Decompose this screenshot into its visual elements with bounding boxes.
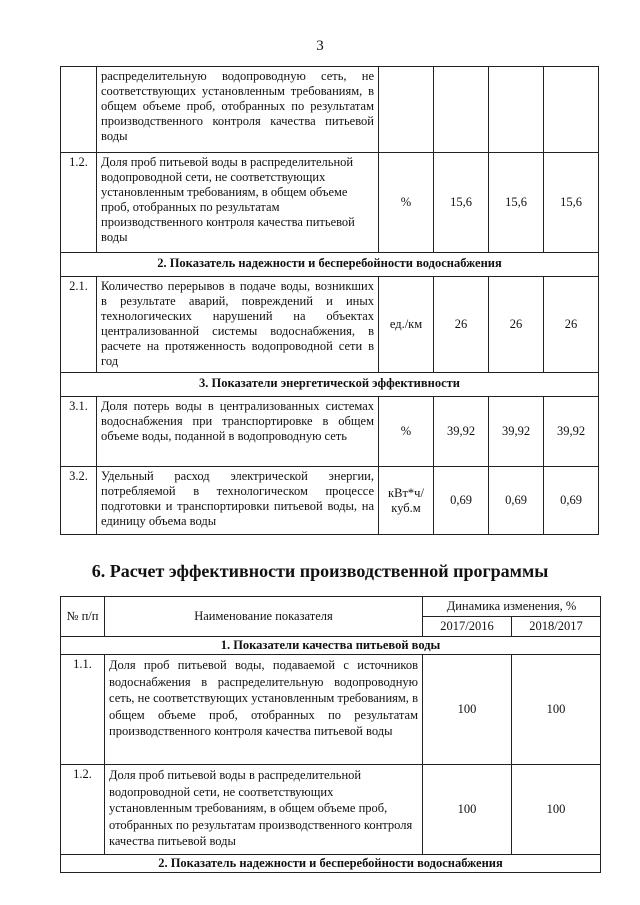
section-heading: 6. Расчет эффективности производственной программы <box>91 561 549 581</box>
section-title: 2. Показатель надежности и бесперебойности водоснабжения <box>61 253 599 277</box>
section-row <box>61 637 601 655</box>
table-row <box>61 277 599 373</box>
indicator-text: Доля проб питьевой воды в распределительной водопроводной сети, не соответствующих установленным требованиям, в общем объеме проб, отобранных по результатам производственного контроля качества питьевой воды <box>97 153 379 253</box>
col-header-name: Наименование показателя <box>105 597 423 637</box>
header-row <box>61 597 601 617</box>
indicator-text: Доля потерь воды в централизованных системах водоснабжения при транспортировке в общем объеме воды, поданной в водопроводную сеть <box>97 397 379 467</box>
value-cell: 26 <box>544 277 599 373</box>
unit-cell: ед./км <box>379 277 434 373</box>
value-cell: 100 <box>512 655 601 765</box>
page-number: 3 <box>316 38 324 54</box>
value-cell: 15,6 <box>434 153 489 253</box>
indicator-text: Доля проб питьевой воды, подаваемой с источников водоснабжения в распределительную водопроводную сеть, не соответствующих установленным требованиям, в общем объеме проб, отобранных по результатам производственного контроля качества питьевой воды <box>105 655 423 765</box>
table-row <box>61 655 601 765</box>
value-cell: 0,69 <box>434 467 489 535</box>
col-header-year: 2018/2017 <box>512 617 601 637</box>
row-number: 2.1. <box>61 277 97 373</box>
value-cell: 26 <box>489 277 544 373</box>
section-row <box>61 373 599 397</box>
value-cell: 100 <box>512 765 601 855</box>
value-cell: 0,69 <box>544 467 599 535</box>
section-title: 1. Показатели качества питьевой воды <box>61 637 601 655</box>
indicators-table <box>60 66 599 535</box>
efficiency-table <box>60 596 601 873</box>
section-title: 3. Показатели энергетической эффективности <box>61 373 599 397</box>
section-row <box>61 253 599 277</box>
table-row <box>61 765 601 855</box>
value-cell: 39,92 <box>434 397 489 467</box>
unit-cell: % <box>379 153 434 253</box>
row-number: 1.2. <box>61 153 97 253</box>
value-cell: 39,92 <box>489 397 544 467</box>
col-header-year: 2017/2016 <box>423 617 512 637</box>
row-number: 1.1. <box>61 655 105 765</box>
value-cell: 15,6 <box>544 153 599 253</box>
value-cell: 100 <box>423 765 512 855</box>
row-number: 1.2. <box>61 765 105 855</box>
col-header-dynamics: Динамика изменения, % <box>423 597 601 617</box>
row-number <box>61 67 97 153</box>
row-number: 3.2. <box>61 467 97 535</box>
value-cell: 26 <box>434 277 489 373</box>
section-row <box>61 855 601 873</box>
value-cell: 100 <box>423 655 512 765</box>
row-number: 3.1. <box>61 397 97 467</box>
indicator-text: распределительную водопроводную сеть, не соответствующих установленным требованиям, в общем объеме проб, отобранных по результатам производственного контроля качества питьевой воды <box>97 67 379 153</box>
table-row <box>61 153 599 253</box>
col-header-num: № п/п <box>61 597 105 637</box>
table-row <box>61 67 599 153</box>
unit-cell: % <box>379 397 434 467</box>
table-row <box>61 397 599 467</box>
value-cell: 0,69 <box>489 467 544 535</box>
unit-cell: кВт*ч/ куб.м <box>379 467 434 535</box>
indicator-text: Удельный расход электрической энергии, потребляемой в технологическом процессе подготовки и транспортировки питьевой воды, на единицу объема воды <box>97 467 379 535</box>
indicator-text: Доля проб питьевой воды в распределительной водопроводной сети, не соответствующих установленным требованиям, в общем объеме проб, отобранных по результатам производственного контроля качества питьевой воды <box>105 765 423 855</box>
table-row <box>61 467 599 535</box>
section-title: 2. Показатель надежности и бесперебойности водоснабжения <box>61 855 601 873</box>
value-cell: 39,92 <box>544 397 599 467</box>
value-cell: 15,6 <box>489 153 544 253</box>
indicator-text: Количество перерывов в подаче воды, возникших в результате аварий, повреждений и иных технологических нарушений на объектах централизованной системы водоснабжения, в расчете на протяженность водопроводной сети в год <box>97 277 379 373</box>
